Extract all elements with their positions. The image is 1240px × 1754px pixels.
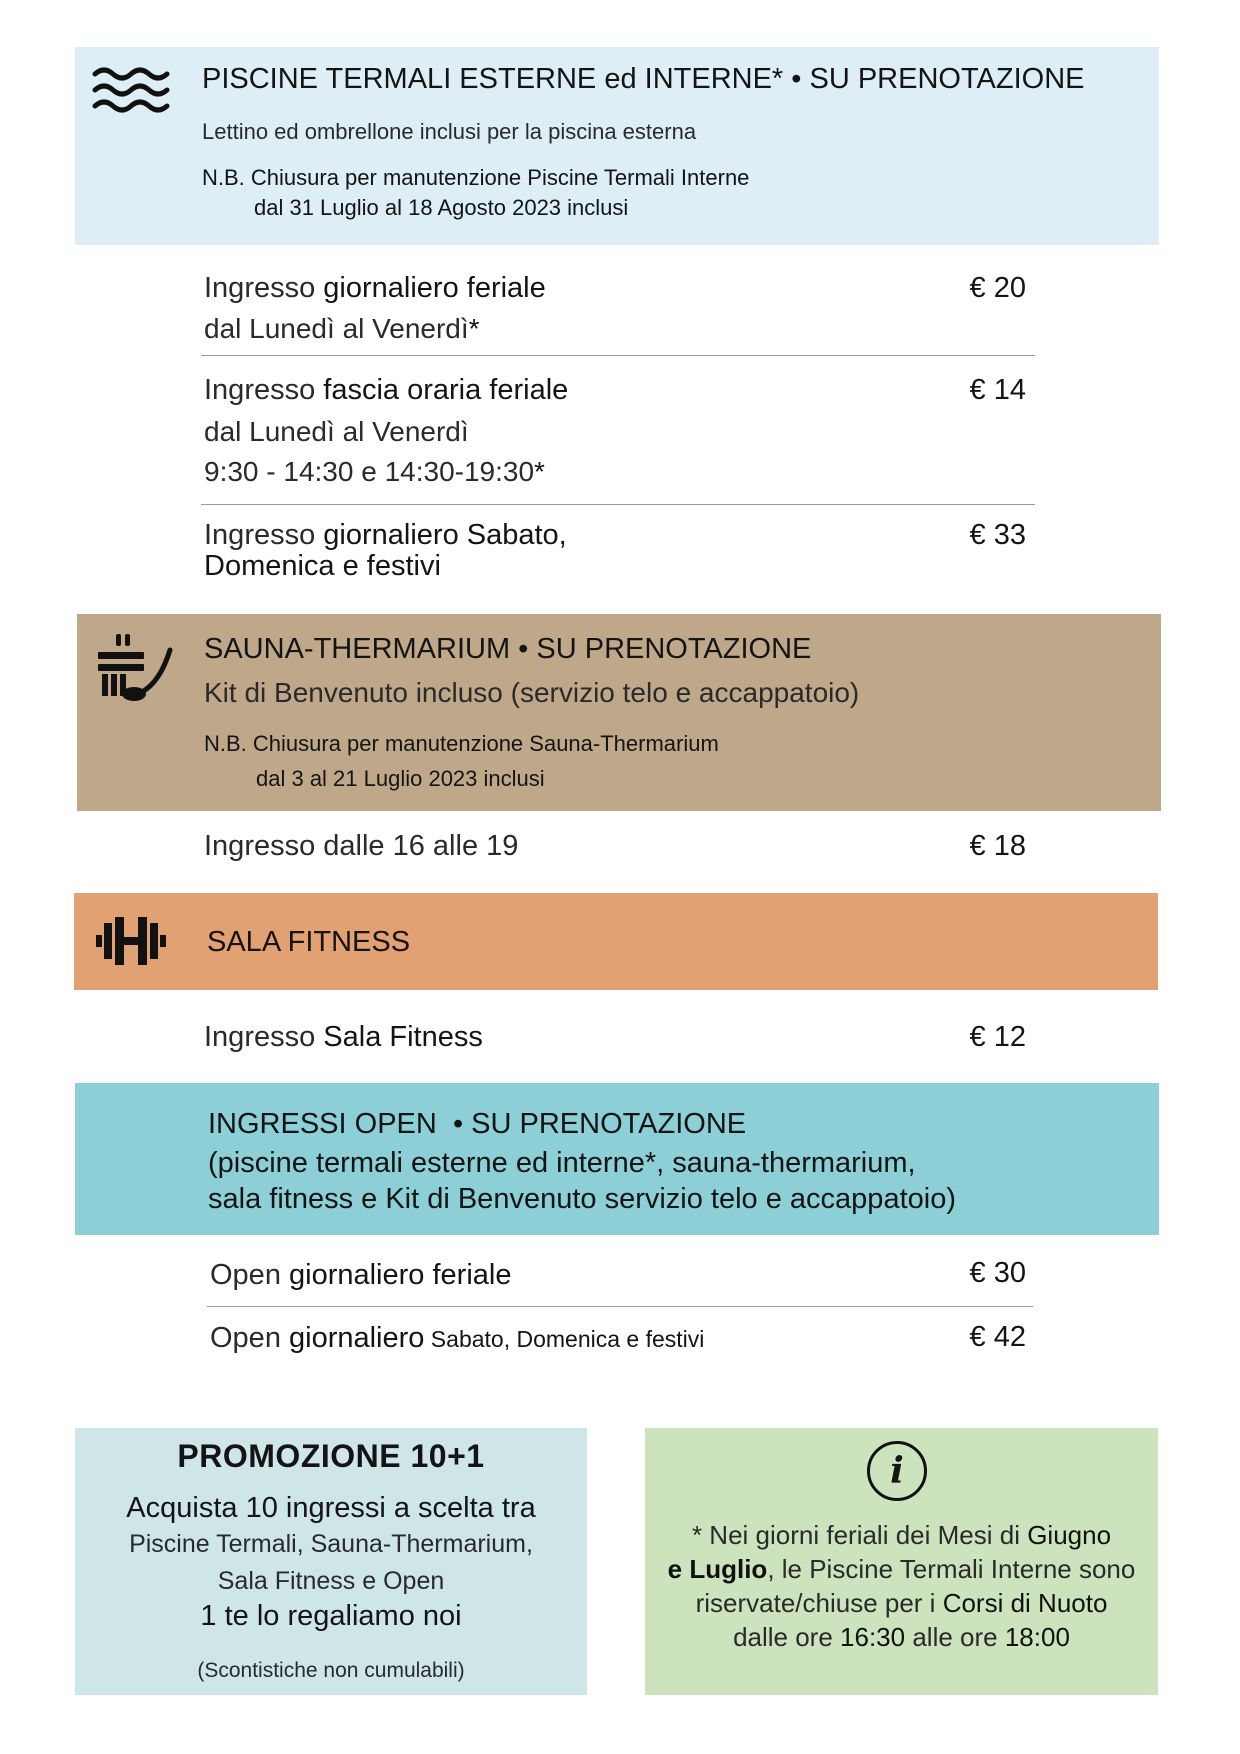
fitness-header-band	[74, 893, 1158, 990]
sauna-title: SAUNA-THERMARIUM • SU PRENOTAZIONE	[204, 633, 812, 665]
pools-item-3-label: Ingresso giornaliero Sabato,	[204, 519, 567, 551]
pools-header-band	[75, 47, 1159, 245]
promo-title: PROMOZIONE 10+1	[177, 1438, 485, 1474]
pools-subtitle: Lettino ed ombrellone inclusi per la piscina esterna	[202, 119, 697, 144]
open-item-2-label: Open giornaliero Sabato, Domenica e festivi	[210, 1322, 705, 1354]
sauna-item-1-price: € 18	[969, 830, 1026, 862]
promo-line4: 1 te lo regaliamo noi	[200, 1600, 462, 1632]
promo-footnote: (Scontistiche non cumulabili)	[197, 1659, 465, 1682]
info-line3: riservate/chiuse per i Corsi di Nuoto	[695, 1588, 1108, 1618]
open-title: INGRESSI OPEN • SU PRENOTAZIONE	[208, 1108, 747, 1140]
sauna-subtitle: Kit di Benvenuto incluso (servizio telo e accappatoio)	[204, 677, 860, 708]
promo-line1: Acquista 10 ingressi a scelta tra	[126, 1492, 536, 1524]
divider	[207, 1306, 1033, 1307]
sauna-note-line2: dal 3 al 21 Luglio 2023 inclusi	[256, 766, 545, 791]
pools-title: PISCINE TERMALI ESTERNE ed INTERNE* • SU PRENOTAZIONE	[202, 63, 1085, 95]
fitness-item-1-label: Ingresso Sala Fitness	[204, 1021, 483, 1053]
sauna-item-1-label: Ingresso dalle 16 alle 19	[204, 830, 519, 862]
pools-item-2-detail2: 9:30 - 14:30 e 14:30-19:30*	[204, 456, 545, 487]
pools-item-1-price: € 20	[969, 272, 1026, 304]
pools-item-1-label: Ingresso giornaliero feriale	[204, 272, 546, 304]
fitness-title: SALA FITNESS	[207, 926, 411, 958]
open-item-1-label: Open giornaliero feriale	[210, 1259, 512, 1291]
divider	[201, 355, 1035, 356]
fitness-item-1-price: € 12	[969, 1021, 1026, 1053]
promo-line3: Sala Fitness e Open	[217, 1567, 445, 1595]
divider	[201, 504, 1035, 505]
promo-line2: Piscine Termali, Sauna-Thermarium,	[129, 1530, 533, 1558]
info-line1: * Nei giorni feriali dei Mesi di Giugno	[691, 1520, 1112, 1550]
info-line4: dalle ore 16:30 alle ore 18:00	[733, 1622, 1070, 1652]
info-box	[645, 1428, 1158, 1695]
pools-note-line2: dal 31 Luglio al 18 Agosto 2023 inclusi	[254, 195, 629, 220]
pools-item-2-price: € 14	[969, 374, 1026, 406]
info-icon	[867, 1441, 927, 1501]
open-item-1-price: € 30	[969, 1257, 1026, 1289]
sauna-note-line1: N.B. Chiusura per manutenzione Sauna-Thermarium	[204, 731, 719, 756]
pools-item-2-label: Ingresso fascia oraria feriale	[204, 374, 569, 406]
info-line2: e Luglio, le Piscine Termali Interne sono	[667, 1554, 1136, 1584]
pools-note-line1: N.B. Chiusura per manutenzione Piscine Termali Interne	[202, 165, 750, 190]
open-line3: sala fitness e Kit di Benvenuto servizio telo e accappatoio)	[208, 1183, 956, 1215]
promo-box	[75, 1428, 587, 1695]
pools-item-3-label-line2: Domenica e festivi	[204, 550, 441, 582]
pools-item-2-detail1: dal Lunedì al Venerdì	[204, 416, 469, 447]
dumbbell-icon	[96, 917, 166, 965]
open-header-band	[75, 1083, 1159, 1235]
sauna-bucket-icon	[94, 632, 174, 708]
sauna-header-band	[77, 614, 1161, 811]
pools-item-3-price: € 33	[969, 519, 1026, 551]
info-icon-glyph: i	[890, 1450, 904, 1492]
open-item-2-price: € 42	[969, 1321, 1026, 1353]
pools-item-1-detail: dal Lunedì al Venerdì*	[204, 313, 480, 344]
waves-icon	[92, 66, 170, 116]
open-line2: (piscine termali esterne ed interne*, sauna-thermarium,	[208, 1147, 916, 1179]
